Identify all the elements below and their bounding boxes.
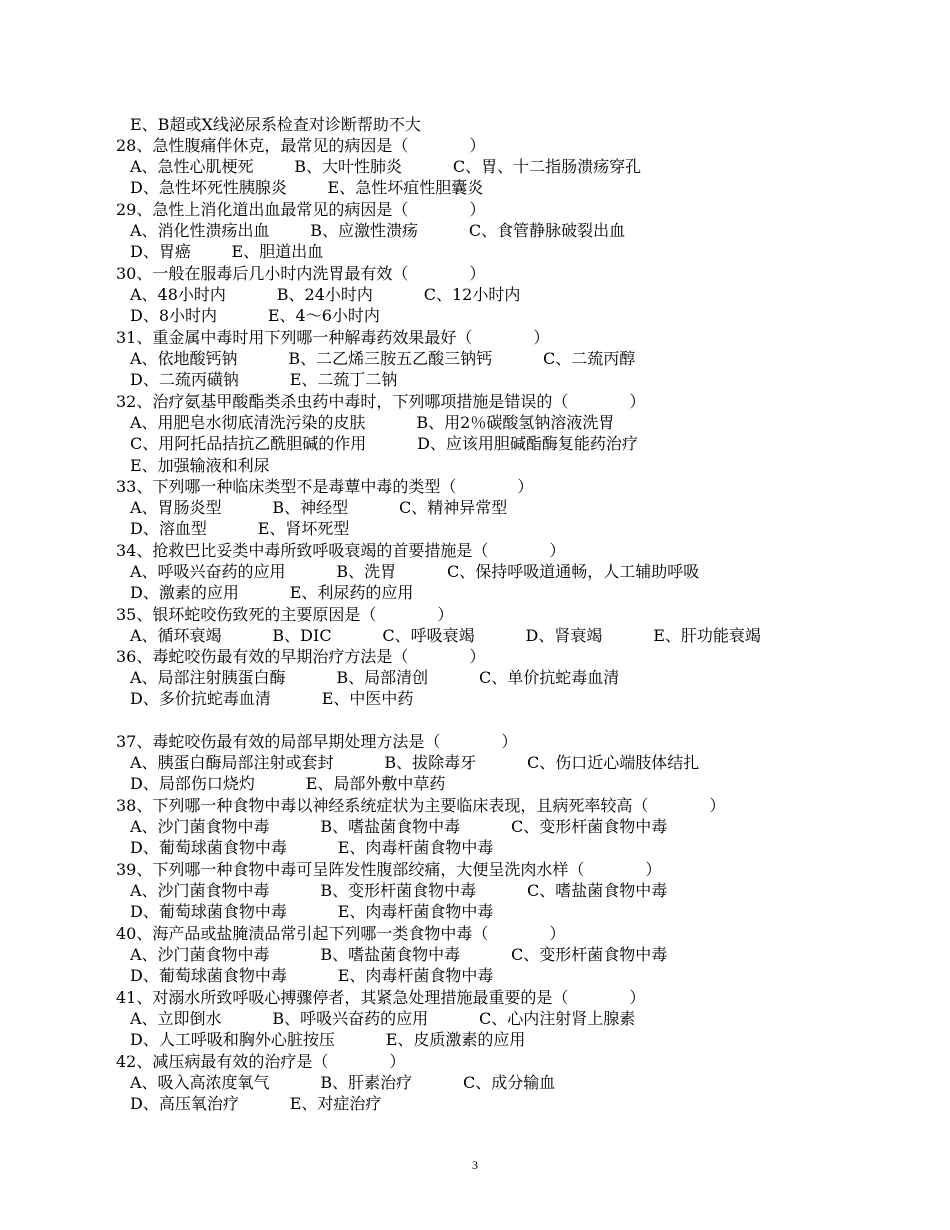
option-line: D、急性坏死性胰腺炎 E、急性坏疽性胆囊炎	[130, 178, 484, 197]
option-line: D、二巯丙磺钠 E、二巯丁二钠	[130, 370, 398, 389]
question-37: 37、毒蛇咬伤最有效的局部早期处理方法是（ ）	[116, 732, 518, 751]
option-line: A、48小时内 B、24小时内 C、12小时内	[130, 285, 521, 304]
question-34: 34、抢救巴比妥类中毒所致呼吸衰竭的首要措施是（ ）	[116, 541, 566, 560]
option-line: A、吸入高浓度氧气 B、肝素治疗 C、成分输血	[130, 1073, 556, 1092]
option-line: A、沙门菌食物中毒 B、嗜盐菌食物中毒 C、变形杆菌食物中毒	[130, 945, 668, 964]
option-line: D、葡萄球菌食物中毒 E、肉毒杆菌食物中毒	[130, 838, 494, 857]
question-32: 32、治疗氨基甲酸酯类杀虫药中毒时，下列哪项措施是错误的（ ）	[116, 392, 646, 411]
option-line: D、多价抗蛇毒血清 E、中医中药	[130, 689, 414, 708]
question-36: 36、毒蛇咬伤最有效的早期治疗方法是（ ）	[116, 647, 486, 666]
option-line: D、局部伤口烧灼 E、局部外敷中草药	[130, 774, 446, 793]
option-line: A、循环衰竭 B、DIC C、呼吸衰竭 D、肾衰竭 E、肝功能衰竭	[130, 626, 761, 645]
option-line: A、急性心肌梗死 B、大叶性肺炎 C、胃、十二指肠溃疡穿孔	[130, 157, 642, 176]
option-line: A、呼吸兴奋药的应用 B、洗胃 C、保持呼吸道通畅，人工辅助呼吸	[130, 562, 700, 581]
question-31: 31、重金属中毒时用下列哪一种解毒药效果最好（ ）	[116, 328, 550, 347]
option-line: E、加强输液和利尿	[130, 456, 270, 475]
option-line: A、胰蛋白酶局部注射或套封 B、拔除毒牙 C、伤口近心端肢体结扎	[130, 753, 700, 772]
option-line: D、葡萄球菌食物中毒 E、肉毒杆菌食物中毒	[130, 902, 494, 921]
option-line: D、8小时内 E、4～6小时内	[130, 306, 380, 325]
question-41: 41、对溺水所致呼吸心搏骤停者，其紧急处理措施最重要的是（ ）	[116, 988, 646, 1007]
page-number: 3	[472, 1158, 478, 1172]
option-line: A、用肥皂水彻底清洗污染的皮肤 B、用2％碳酸氢钠溶液洗胃	[130, 413, 615, 432]
option-line: D、激素的应用 E、利尿药的应用	[130, 583, 414, 602]
question-35: 35、银环蛇咬伤致死的主要原因是（ ）	[116, 605, 454, 624]
option-line: A、依地酸钙钠 B、二乙烯三胺五乙酸三钠钙 C、二巯丙醇	[130, 349, 636, 368]
option-line: D、溶血型 E、肾坏死型	[130, 519, 350, 538]
question-38: 38、下列哪一种食物中毒以神经系统症状为主要临床表现，且病死率较高（ ）	[116, 796, 726, 815]
option-line: E、B超或X线泌尿系检查对诊断帮助不大	[130, 115, 421, 134]
option-line: A、胃肠炎型 B、神经型 C、精神异常型	[130, 498, 508, 517]
option-line: A、沙门菌食物中毒 B、变形杆菌食物中毒 C、嗜盐菌食物中毒	[130, 881, 668, 900]
question-40: 40、海产品或盐腌渍品常引起下列哪一类食物中毒（ ）	[116, 924, 566, 943]
question-33: 33、下列哪一种临床类型不是毒蕈中毒的类型（ ）	[116, 477, 534, 496]
option-line: D、胃癌 E、胆道出血	[130, 242, 324, 261]
option-line: A、消化性溃疡出血 B、应激性溃疡 C、食管静脉破裂出血	[130, 221, 626, 240]
question-39: 39、下列哪一种食物中毒可呈阵发性腹部绞痛，大便呈洗肉水样（ ）	[116, 860, 662, 879]
question-28: 28、急性腹痛伴休克，最常见的病因是（ ）	[116, 136, 486, 155]
option-line: A、局部注射胰蛋白酶 B、局部清创 C、单价抗蛇毒血清	[130, 668, 620, 687]
option-line: C、用阿托品拮抗乙酰胆碱的作用 D、应该用胆碱酯酶复能药治疗	[130, 434, 638, 453]
question-42: 42、减压病最有效的治疗是（ ）	[116, 1052, 406, 1071]
option-line: D、高压氧治疗 E、对症治疗	[130, 1094, 382, 1113]
option-line: D、葡萄球菌食物中毒 E、肉毒杆菌食物中毒	[130, 966, 494, 985]
question-29: 29、急性上消化道出血最常见的病因是（ ）	[116, 200, 486, 219]
option-line: D、人工呼吸和胸外心脏按压 E、皮质激素的应用	[130, 1030, 526, 1049]
option-line: A、沙门菌食物中毒 B、嗜盐菌食物中毒 C、变形杆菌食物中毒	[130, 817, 668, 836]
question-30: 30、一般在服毒后几小时内洗胃最有效（ ）	[116, 264, 486, 283]
option-line: A、立即倒水 B、呼吸兴奋药的应用 C、心内注射肾上腺素	[130, 1009, 636, 1028]
